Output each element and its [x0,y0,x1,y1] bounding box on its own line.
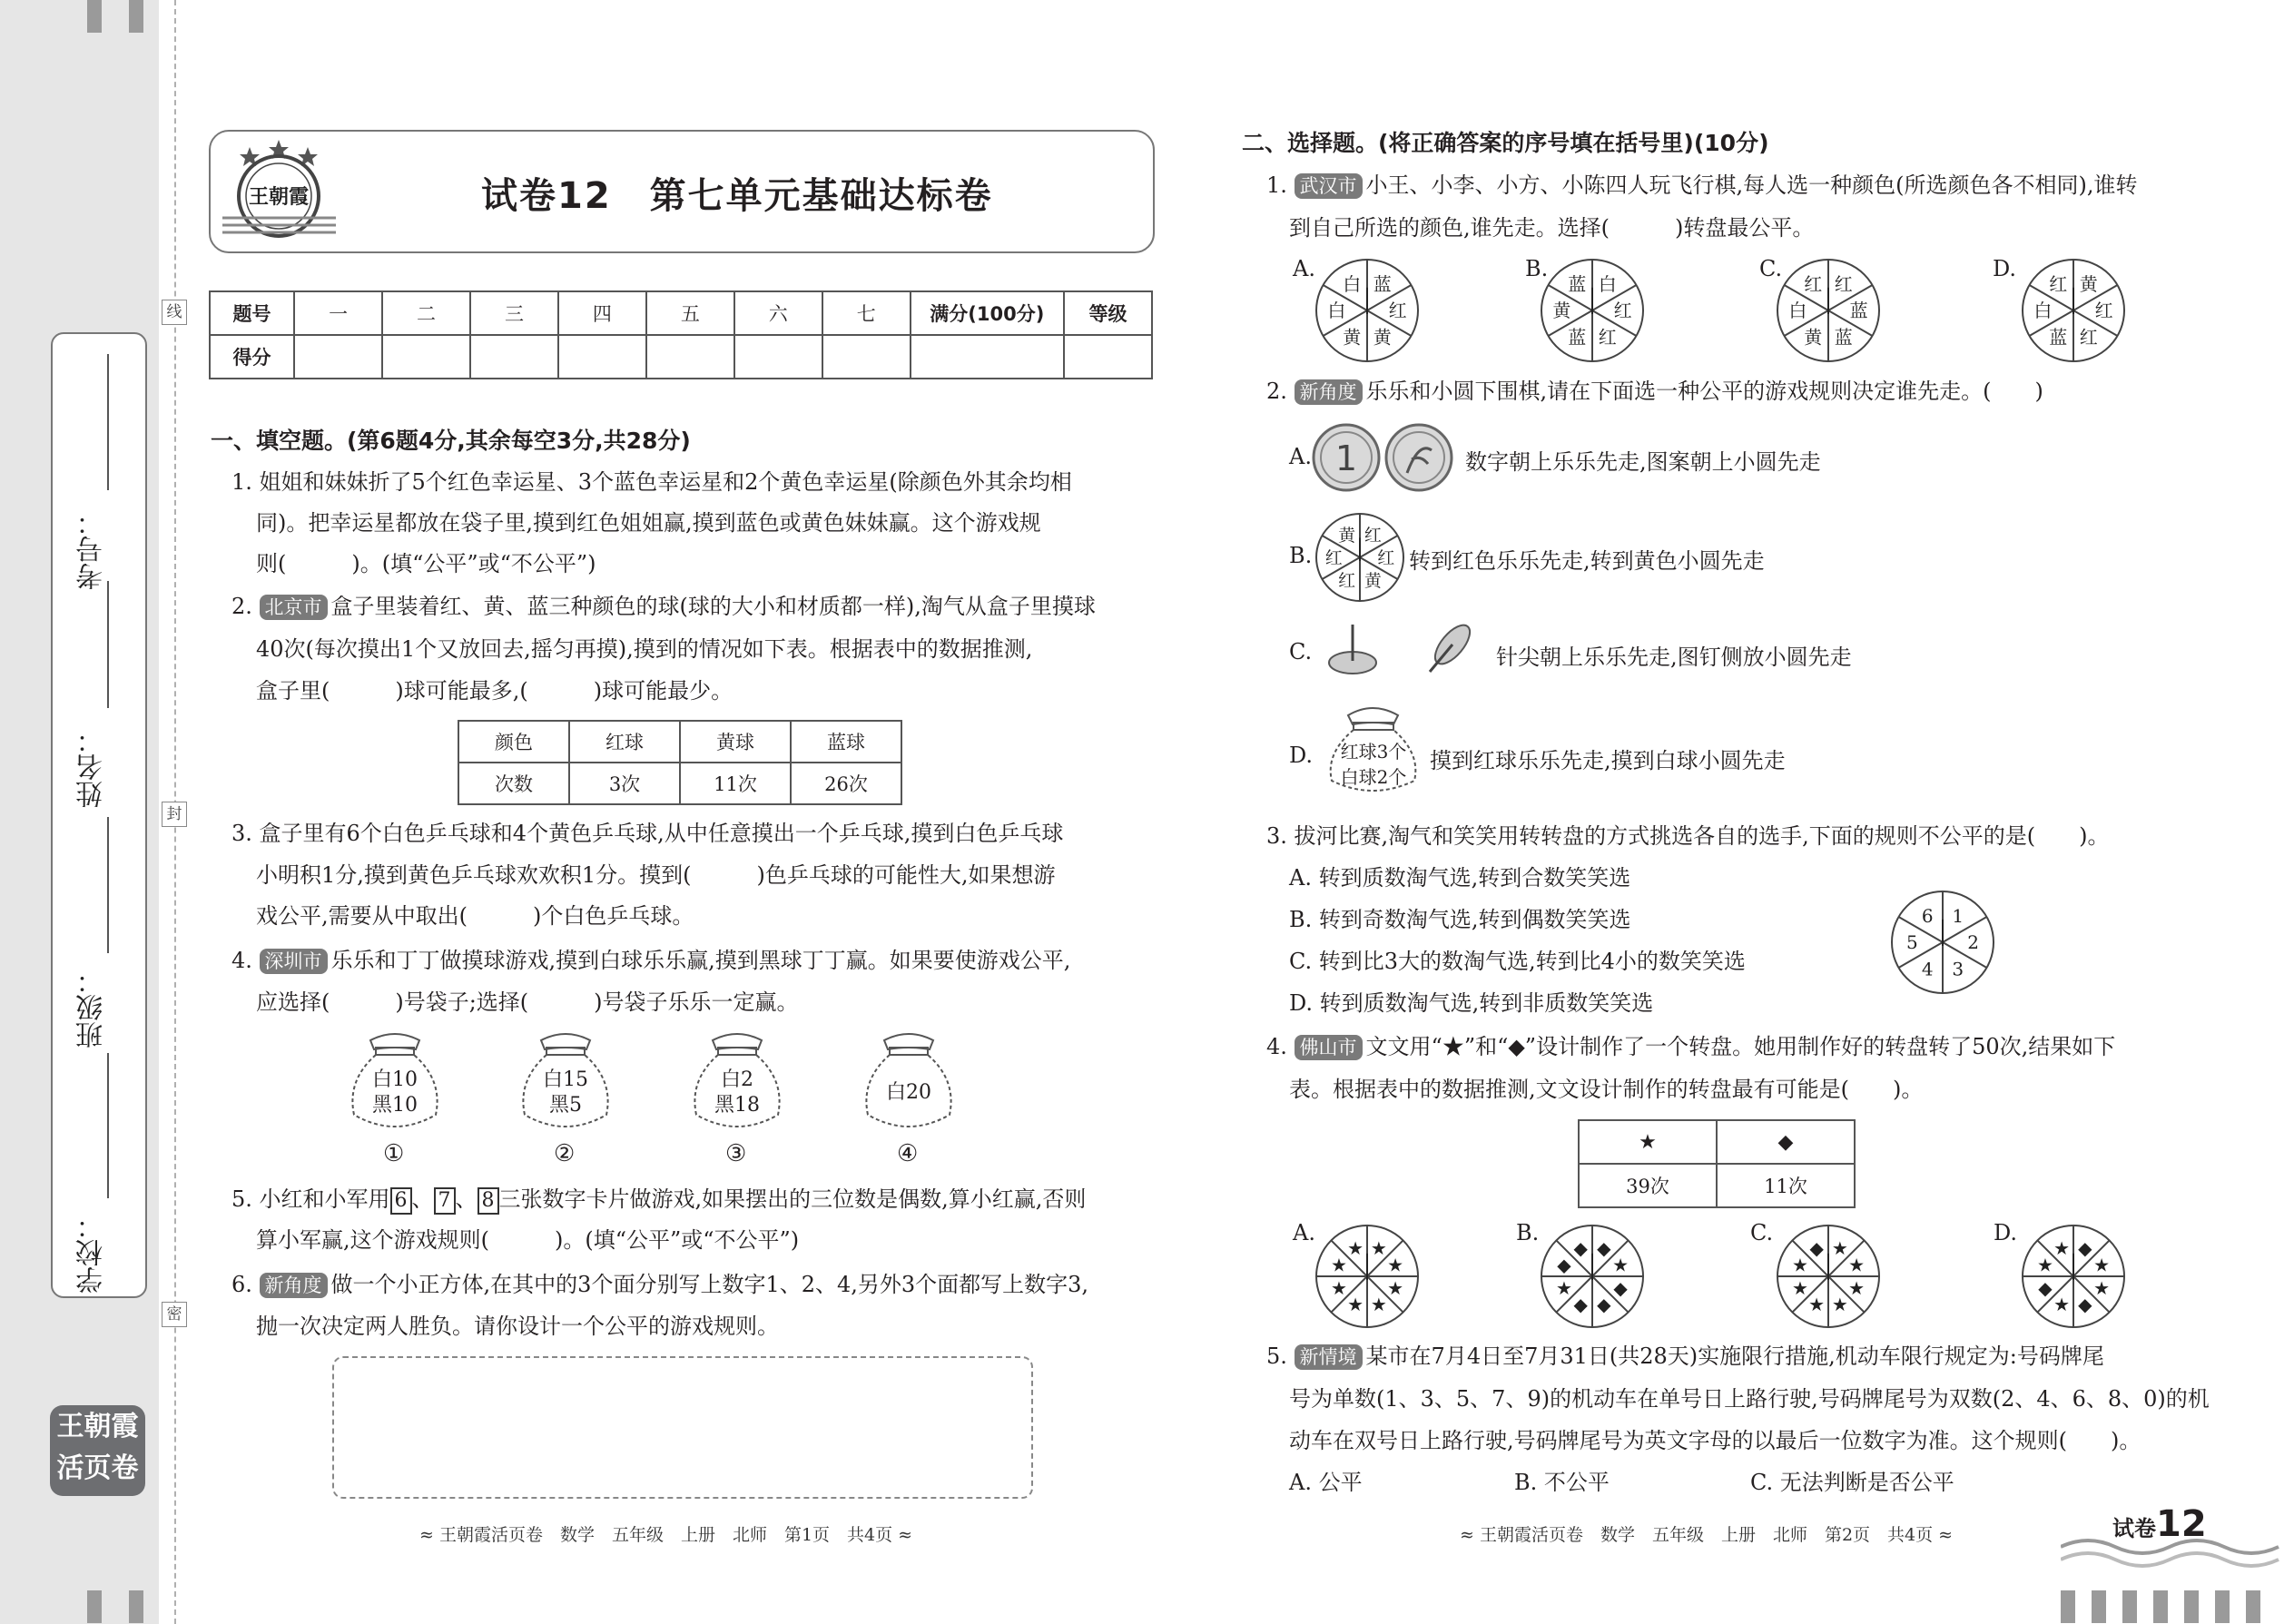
spinner-sector-label: 白 [1788,300,1807,322]
table-cell: 七 [822,291,911,335]
s2q3-optA: A. 转到质数淘气选,转到合数笑笑选 [1289,865,1631,891]
digit-card: 7 [434,1187,456,1215]
spinner-sector-label: ◆ [2078,1237,2092,1260]
binding-tick [2061,1590,2075,1623]
s2q2-optD-letter: D. [1289,743,1314,768]
spinner-sector-label: 蓝 [1568,326,1587,349]
table-cell: 11次 [680,763,791,804]
bag-line: 黑5 [549,1094,582,1117]
spinner-sector-label: ★ [1808,1294,1826,1316]
option-letter: A. [1293,1220,1315,1245]
s2q5-line2: 号为单数(1、3、5、7、9)的机动车在单号日上路行驶,号码牌尾号为双数(2、4、6、8、0)的机 [1289,1386,2210,1412]
spinner-sector-label: 白 [1598,273,1617,296]
spinner-sector-label: ★ [1387,1277,1404,1300]
class-field[interactable] [107,817,109,953]
seal-stars-icon [240,140,318,166]
q2-data-table [458,720,902,805]
spinner-sector-label: 黄 [1364,570,1382,591]
q2-line3: 盒子里( )球可能最多,( )球可能最少。 [256,678,733,704]
ball-bag [859,1028,959,1167]
bottom-ticks [2053,1590,2294,1624]
s2q2-optD: 摸到红球乐乐先走,摸到白球小圆先走 [1430,748,1786,773]
spinner-sector-label: ★ [1791,1254,1808,1276]
table-cell: ★ [1579,1120,1717,1164]
table-cell: 一 [294,291,382,335]
score-cell[interactable] [470,335,558,379]
spinner-sector-label: ★ [2053,1294,2071,1316]
q3-line2: 小明积1分,摸到黄色乒乓球欢欢积1分。摸到( )色乒乓球的可能性大,如果想游 [256,862,1056,888]
bag-line: 黑10 [372,1094,418,1117]
table-cell: 二 [382,291,470,335]
q5-separator: 、 [411,1186,434,1212]
score-cell[interactable] [734,335,822,379]
binding-tick [87,1590,102,1623]
table-row [210,335,1152,379]
seal-logo [222,136,336,243]
spinner-sector-label: 黄 [1552,300,1571,322]
region-tag: 北京市 [260,595,328,620]
spinner-sector-label: 红 [2079,326,2098,349]
score-cell[interactable] [382,335,470,379]
spinner-sector-label: 红 [1364,525,1382,546]
score-cell[interactable] [294,335,382,379]
table-row [1579,1164,1855,1207]
coin-icon [1312,423,1457,496]
spinner-sector-label: ◆ [1573,1237,1588,1260]
spinner-sector-label: 黄 [1373,326,1392,349]
school-field[interactable] [107,1053,109,1198]
spinner-sector-label: 红 [1598,326,1617,349]
seal-text: 王朝霞 [248,185,310,209]
spinner-sector-label: ★ [1848,1254,1866,1276]
spinner-sector-label: ◆ [1613,1277,1628,1300]
bag-line: 白20 [886,1081,931,1104]
stamp-number: 12 [2156,1503,2207,1545]
s2q5-number: 5. [1266,1343,1287,1369]
s2q2-optB-letter: B. [1289,543,1313,568]
school-label: 学校： [76,1212,108,1294]
spinner-sector-label: 蓝 [1834,326,1853,349]
student-info-box [51,332,147,1298]
table-cell: 39次 [1579,1164,1717,1207]
digit-card: 8 [478,1187,499,1215]
s2q2-text: 乐乐和小圆下围棋,请在下面选一种公平的游戏规则决定谁先走。( ) [1365,379,2043,404]
binding-tick [2215,1590,2230,1623]
s2q2-bag-label [1331,739,1416,790]
region-tag: 佛山市 [1295,1035,1363,1060]
wave-decoration [2061,1534,2294,1580]
spinner-sector-label: 5 [1906,931,1918,954]
option-letter: D. [1993,256,2017,281]
table-cell: 次数 [458,763,569,804]
spinner-wheel [2019,256,2128,365]
table-row [458,763,901,804]
ball-bag [516,1028,615,1167]
brand-line1: 王朝霞 [56,1411,139,1442]
table-cell: 颜色 [458,721,569,763]
s2q4-text: 文文用“★”和“◆”设计制作了一个转盘。她用制作好的转盘转了50次,结果如下 [1365,1034,2116,1059]
s2q3-optD: D. 转到质数淘气选,转到非质数笑笑选 [1289,990,1654,1016]
spinner-wheel [1774,1222,1883,1331]
table-cell: 三 [470,291,558,335]
binding-tick [2092,1590,2106,1623]
bag-line: 红球3个 [1340,741,1407,763]
table-cell: 26次 [791,763,901,804]
table-cell: 五 [646,291,734,335]
exam-number-label: 考号： [76,508,108,590]
spinner-divider [1899,942,1943,968]
bag-number: ② [554,1140,576,1167]
score-cell[interactable] [822,335,911,379]
spinner-sector-label: ★ [1831,1294,1848,1316]
table-row [458,721,901,763]
spinner-wheel [1888,888,1997,997]
option-letter: C. [1750,1220,1774,1245]
binding-tick [87,0,102,33]
score-cell[interactable] [1064,335,1152,379]
digit-card: 6 [390,1187,412,1215]
bag-label [350,1068,440,1118]
spinner-sector-label: ◆ [1597,1294,1611,1316]
binding-tick [2153,1590,2168,1623]
spinner-sector-label: 红 [1324,547,1343,568]
q5-separator: 、 [455,1186,478,1212]
spinner-sector-label: ★ [2093,1277,2111,1300]
table-cell: ◆ [1717,1120,1855,1164]
spinner-sector-label: ★ [1347,1294,1364,1316]
s2q3-line1: 3. 拔河比赛,淘气和笑笑用转转盘的方式挑选各自的选手,下面的规则不公平的是( )。 [1266,823,2110,849]
spinner-sector-label: 红 [2094,300,2113,322]
spinner-wheel [1774,256,1883,365]
s2q2-number: 2. [1266,379,1287,404]
spinner-sector-label: 白 [1343,273,1362,296]
stamp-prefix: 试卷 [2112,1516,2156,1541]
spinner-wheel [1313,1222,1422,1331]
table-cell: 11次 [1717,1164,1855,1207]
q1-line2: 同)。把幸运星都放在袋子里,摸到红色姐姐赢,摸到蓝色或黄色妹妹赢。这个游戏规 [256,510,1041,536]
spinner-sector-label: ★ [1387,1254,1404,1276]
table-cell: 四 [558,291,646,335]
spinner-sector-label: 蓝 [2049,326,2068,349]
section1-title: 一、填空题。(第6题4分,其余每空3分,共28分) [211,428,691,454]
brand-line2: 活页卷 [56,1452,139,1484]
table-cell: 蓝球 [791,721,901,763]
s2q4-line2: 表。根据表中的数据推测,文文设计制作的转盘最有可能是( )。 [1289,1077,1924,1102]
coin-digit: 1 [1334,438,1358,478]
q1-line1: 1. 姐姐和妹妹折了5个红色幸运星、3个蓝色幸运星和2个黄色幸运星(除颜色外其余均相 [231,469,1072,495]
s2q5-optB: B. 不公平 [1514,1470,1610,1495]
spinner-sector-label: ★ [1370,1294,1387,1316]
q6-line2: 抛一次决定两人胜负。请你设计一个公平的游戏规则。 [256,1314,779,1339]
spinner-sector-label: 黄 [1804,326,1823,349]
bag-line: 白10 [372,1068,418,1091]
region-tag: 深圳市 [260,949,328,974]
fold-label-line: 线 [162,300,187,325]
spinner-sector-label: 红 [1377,547,1395,568]
region-tag: 武汉市 [1295,173,1363,199]
spinner-sector-label: ★ [1831,1237,1848,1260]
s2q3-optB: B. 转到奇数淘气选,转到偶数笑笑选 [1289,907,1631,932]
spinner-sector-label: 蓝 [1568,273,1587,296]
spinner-sector-label: 白 [1327,300,1346,322]
q4-line2: 应选择( )号袋子;选择( )号袋子乐乐一定赢。 [256,989,799,1015]
spinner-sector-label: ★ [1848,1277,1866,1300]
bag-label [863,1080,954,1106]
option-letter: A. [1293,256,1315,281]
table-row [210,291,1152,335]
spinner-wheel [2019,1222,2128,1331]
spinner-sector-label: 黄 [1338,525,1356,546]
table-cell: 等级 [1064,291,1152,335]
option-letter: C. [1759,256,1783,281]
spinner-sector-label: 黄 [1343,326,1362,349]
binding-tick [2184,1590,2199,1623]
table-cell: 六 [734,291,822,335]
name-field[interactable] [107,581,109,708]
spinner-sector-label: 6 [1921,905,1934,928]
spinner-sector-label: ★ [1612,1254,1629,1276]
score-cell[interactable] [558,335,646,379]
spinner-sector-label: 红 [1613,300,1632,322]
binding-tick [129,1590,143,1623]
spinner-sector-label: ★ [1347,1237,1364,1260]
footer-left: ≈ 王朝霞活页卷 数学 五年级 上册 北师 第1页 共4页 ≈ [419,1525,913,1545]
q6-number: 6. [231,1272,252,1297]
s2q2-optA-letter: A. [1289,444,1312,469]
spinner-sector-label: 红 [2049,273,2068,296]
page-title: 试卷12 第七单元基础达标卷 [481,175,993,217]
bag-label [520,1068,611,1118]
ball-bag [687,1028,787,1167]
spinner-sector-label: ◆ [1573,1294,1588,1316]
s2q4-table [1578,1119,1856,1208]
spinner-wheel [1538,256,1647,365]
s2q1-number: 1. [1266,172,1287,198]
bag-label [692,1068,783,1118]
spinner-wheel [1313,256,1422,365]
spinner-sector-label: ★ [1791,1277,1808,1300]
s2q5-line3: 动车在双号日上路行驶,号码牌尾号为英文字母的以最后一位数字为准。这个规则( )。 [1289,1428,2141,1453]
q4-number: 4. [231,948,252,973]
spinner-wheel [1313,510,1407,605]
s2q5-line1 [1266,1335,2104,1377]
bag-number: ④ [897,1140,919,1167]
q6-text: 做一个小正方体,在其中的3个面分别写上数字1、2、4,另外3个面都写上数字3, [330,1272,1089,1297]
q4-text: 乐乐和丁丁做摸球游戏,摸到白球乐乐赢,摸到黑球丁丁赢。如果要使游戏公平, [330,948,1071,973]
spinner-sector-label: ★ [1370,1237,1387,1260]
binding-tick [2246,1590,2260,1623]
answer-box[interactable] [332,1356,1033,1499]
bag-line: 白2 [721,1068,753,1091]
spinner-divider [1899,917,1943,942]
bag-line: 白15 [543,1068,588,1091]
s2q1-text: 小王、小李、小方、小陈四人玩飞行棋,每人选一种颜色(所选颜色各不相同),谁转 [1365,172,2138,198]
spinner-sector-label: 蓝 [1849,300,1868,322]
q4-line1 [231,940,1070,981]
q5-prefix: 5. 小红和小军用 [231,1186,390,1212]
spinner-divider [1943,917,1986,942]
spinner-sector-label: ★ [1555,1277,1572,1300]
s2q5-optA: A. 公平 [1289,1470,1363,1495]
table-cell: 得分 [210,335,294,379]
spinner-sector-label: ★ [2093,1254,2111,1276]
s2q2-optC-letter: C. [1289,639,1313,664]
q2-number: 2. [231,594,252,619]
bag-number: ① [383,1140,405,1167]
ball-bag [345,1028,445,1167]
score-cell[interactable] [911,335,1064,379]
spinner-sector-label: ◆ [2078,1294,2092,1316]
option-letter: B. [1525,256,1549,281]
spinner-sector-label: 2 [1967,931,1979,954]
spinner-sector-label: ★ [1330,1277,1347,1300]
table-cell: 题号 [210,291,294,335]
s2q4-line1 [1266,1026,2115,1068]
spinner-sector-label: 黄 [2079,273,2098,296]
q2-text: 盒子里装着红、黄、蓝三种颜色的球(球的大小和材质都一样),淘气从盒子里摸球 [330,594,1096,619]
spinner-sector-label: ★ [2053,1237,2071,1260]
region-tag: 新角度 [1295,379,1363,405]
spinner-sector-label: ★ [1330,1254,1347,1276]
spinner-sector-label: 红 [1388,300,1407,322]
fold-label-seal: 封 [162,802,187,827]
spinner-sector-label: 红 [1804,273,1823,296]
q5-text: 三张数字卡片做游戏,如果摆出的三位数是偶数,算小红赢,否则 [498,1186,1087,1212]
s2q2-optA: 数字朝上乐乐先走,图案朝上小圆先走 [1465,449,1821,475]
s2q1-line1 [1266,164,2138,206]
region-tag: 新情境 [1295,1344,1363,1370]
spinner-sector-label: 4 [1921,958,1934,980]
s2q2-line1 [1266,370,2043,412]
spinner-sector-label: 3 [1952,958,1964,980]
table-cell: 红球 [569,721,680,763]
q3-line3: 戏公平,需要从中取出( )个白色乒乓球。 [256,903,694,929]
s2q1-line2: 到自己所选的颜色,谁先走。选择( )转盘最公平。 [1289,215,1815,241]
spinner-sector-label: 白 [2033,300,2053,322]
name-label: 姓名： [76,726,108,808]
spinner-sector-label: ◆ [2038,1277,2053,1300]
s2q3-optC: C. 转到比3大的数淘气选,转到比4小的数笑笑选 [1289,949,1746,974]
section2-title: 二、选择题。(将正确答案的序号填在括号里)(10分) [1242,130,1769,156]
exam-number-field[interactable] [107,354,109,490]
spinner-sector-label: ◆ [1809,1237,1824,1260]
option-letter: D. [1994,1220,2018,1245]
q1-line3: 则( )。(填“公平”或“不公平”) [256,551,596,576]
q5-line1 [231,1178,1086,1220]
s2q2-optC: 针尖朝上乐乐先走,图钉侧放小圆先走 [1496,645,1852,670]
s2q4-number: 4. [1266,1034,1287,1059]
spinner-sector-label: ★ [2036,1254,2053,1276]
table-cell: 满分(100分) [911,291,1064,335]
s2q5-text: 某市在7月4日至7月31日(共28天)实施限行措施,机动车限行规定为:号码牌尾 [1365,1343,2104,1369]
spinner-divider [1943,942,1986,968]
bag-line: 黑18 [714,1094,760,1117]
spinner-sector-label: ◆ [1597,1237,1611,1260]
brand-logo [50,1405,145,1496]
class-label: 班级： [76,967,108,1048]
q2-line2: 40次(每次摸出1个又放回去,摇匀再摸),摸到的情况如下表。根据表中的数据推测, [256,636,1033,662]
s2q2-optB: 转到红色乐乐先走,转到黄色小圆先走 [1409,548,1765,574]
table-cell: 3次 [569,763,680,804]
spinner-sector-label: ◆ [1557,1254,1571,1276]
binding-tick [129,0,143,33]
table-row [1579,1120,1855,1164]
spinner-sector-label: 蓝 [1373,273,1392,296]
footer-right: ≈ 王朝霞活页卷 数学 五年级 上册 北师 第2页 共4页 ≈ [1460,1525,1954,1545]
s2q5-optC: C. 无法判断是否公平 [1750,1470,1954,1495]
q5-line2: 算小军赢,这个游戏规则( )。(填“公平”或“不公平”) [256,1227,800,1253]
fold-label-secret: 密 [162,1302,187,1327]
bag-number: ③ [725,1140,747,1167]
spinner-sector-label: 红 [1834,273,1853,296]
bag-line: 白球2个 [1340,766,1407,788]
score-table [209,290,1153,379]
region-tag: 新角度 [260,1273,328,1298]
table-cell: 黄球 [680,721,791,763]
spinner-sector-label: 1 [1952,905,1964,928]
thumbtack-icon [1316,617,1498,681]
score-cell[interactable] [646,335,734,379]
spinner-wheel [1538,1222,1647,1331]
q2-line1 [231,586,1096,627]
spinner-sector-label: 红 [1338,570,1356,591]
q3-line1: 3. 盒子里有6个白色乒乓球和4个黄色乒乓球,从中任意摸出一个乒乓球,摸到白色乒乓球 [231,821,1064,846]
q6-line1 [231,1264,1088,1305]
binding-tick [2122,1590,2137,1623]
option-letter: B. [1516,1220,1540,1245]
